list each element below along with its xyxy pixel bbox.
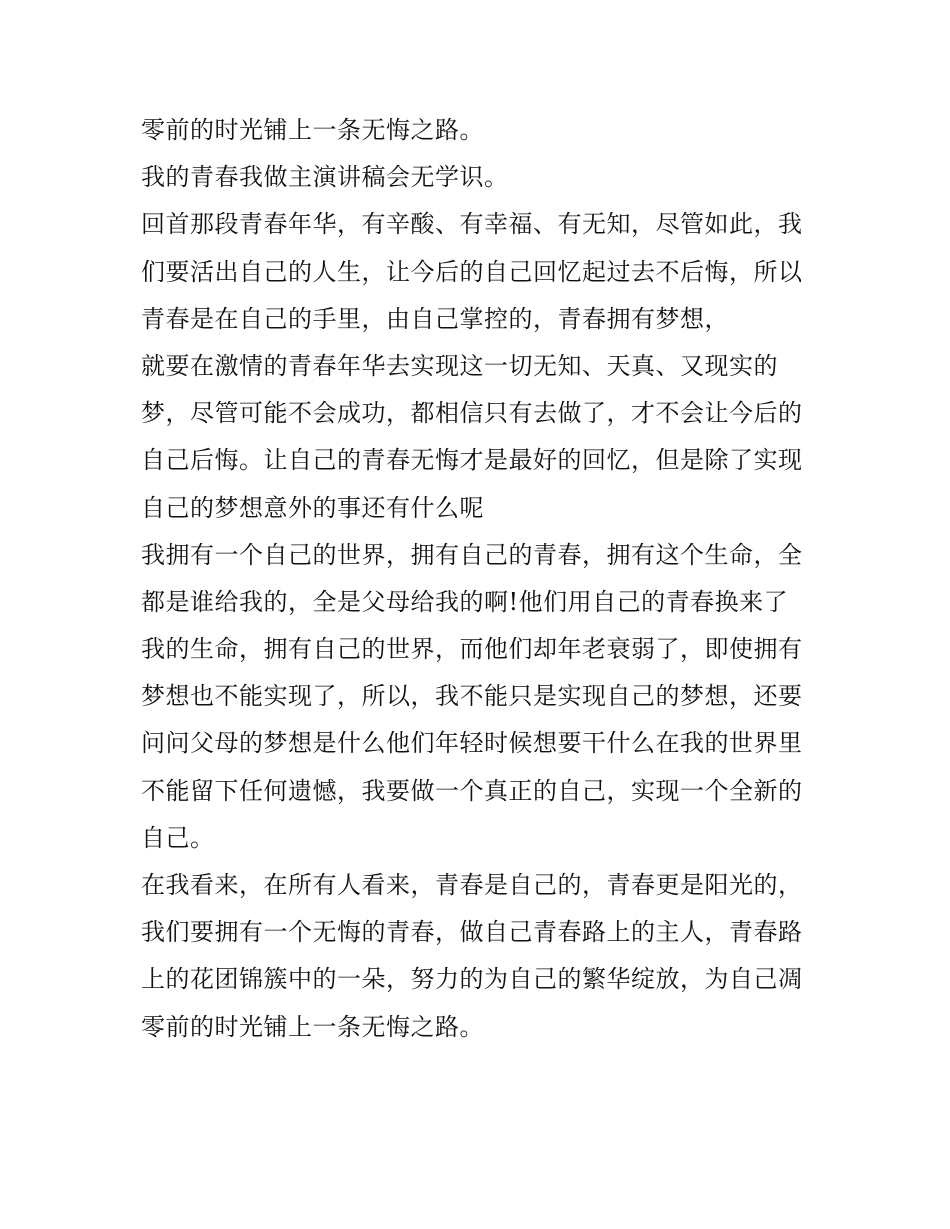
- body-text: [141, 107, 831, 1051]
- text-line: 都是谁给我的，全是父母给我的啊!他们用自己的青春换来了: [141, 587, 789, 616]
- text-line: 们要活出自己的人生，让今后的自己回忆起过去不后悔，所以: [141, 257, 803, 286]
- text-line: 上的花团锦簇中的一朵，努力的为自己的繁华绽放，为自己凋: [141, 965, 803, 994]
- text-line: 青春是在自己的手里，由自己掌控的，青春拥有梦想，: [141, 304, 729, 333]
- text-line: 我拥有一个自己的世界，拥有自己的青春，拥有这个生命，全: [141, 540, 803, 569]
- text-line: 问问父母的梦想是什么他们年轻时候想要干什么在我的世界里: [141, 729, 803, 758]
- text-line: 我的青春我做主演讲稿会无学识。: [141, 163, 509, 192]
- text-line: 自己。: [141, 823, 215, 852]
- text-line: 我们要拥有一个无悔的青春，做自己青春路上的主人，青春路: [141, 918, 803, 947]
- text-line: 我的生命，拥有自己的世界，而他们却年老衰弱了，即使拥有: [141, 635, 803, 664]
- text-line: 不能留下任何遗憾，我要做一个真正的自己，实现一个全新的: [141, 776, 803, 805]
- text-line: 回首那段青春年华，有辛酸、有幸福、有无知，尽管如此，我: [141, 210, 803, 239]
- text-line: 自己后悔。让自己的青春无悔才是最好的回忆，但是除了实现: [141, 446, 803, 475]
- text-line: 梦，尽管可能不会成功，都相信只有去做了，才不会让今后的: [141, 399, 803, 428]
- text-line: 梦想也不能实现了，所以，我不能只是实现自己的梦想，还要: [141, 682, 803, 711]
- text-line: 零前的时光铺上一条无悔之路。: [141, 1012, 484, 1041]
- text-line: 零前的时光铺上一条无悔之路。: [141, 116, 484, 144]
- text-line: 在我看来，在所有人看来，青春是自己的，青春更是阳光的，: [141, 871, 803, 899]
- text-line: 就要在激情的青春年华去实现这一切无知、天真、又现实的: [141, 351, 778, 380]
- text-line: 自己的梦想意外的事还有什么呢: [141, 493, 484, 522]
